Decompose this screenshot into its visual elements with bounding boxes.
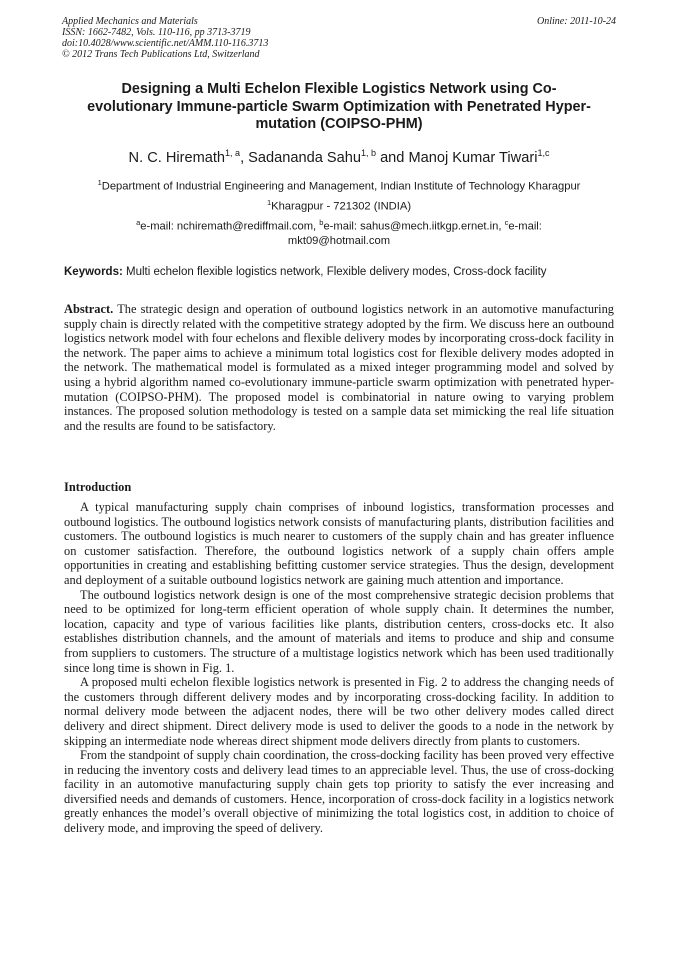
affiliation-sup: 1 [97,178,102,187]
paragraph: From the standpoint of supply chain coordination, the cross-docking facility has been proved very effective in reducing the inventory costs and delivery lead times to an appreciable level. Thus, the use of cross-docking facility in an automotive manufacturing supply chain gets top priority to satisfy the ever increasing and diversified needs and demands of customers. Hence, incorporation of cross-dock facility in a logistics network greatly enhances the model’s overall objective of minimizing the total logistics cost, in addition to choice of delivery mode, and improving the speed of delivery. [64,748,614,836]
email-a: e-mail: nchiremath@rediffmail.com, [140,220,317,233]
copyright-line: © 2012 Trans Tech Publications Ltd, Switzerland [62,49,260,60]
doi-line: doi:10.4028/www.scientific.net/AMM.110-116.3713 [62,38,269,49]
author-name: Sadananda Sahu [248,149,361,166]
abstract [64,302,614,433]
email-b: e-mail: sahus@mech.iitkgp.ernet.in, [323,220,502,233]
author-name: Manoj Kumar Tiwari [408,149,538,166]
keywords [64,266,618,278]
email-c: e-mail: mkt09@hotmail.com [287,220,542,247]
section-heading-introduction: Introduction [64,480,132,494]
author-emails [95,216,583,248]
abstract-label: Abstract. [64,302,114,316]
affiliation-city-text: Kharagpur - 721302 (INDIA) [271,200,412,213]
email-sup: b [319,218,324,227]
affiliation-dept-text: Department of Industrial Engineering and Management, Indian Institute of Technology Kharagpur [101,180,581,193]
online-date: Online: 2011-10-24 [537,16,616,27]
author-conjunction: and [380,149,405,166]
affiliation-department [62,176,616,194]
email-sup: a [136,218,141,227]
author-list: N. C. Hiremath$^{1, a}$, Sadananda Sahu$^{1, b}$ and Manoj Kumar Tiwari$^{1,c}$ [128,148,550,166]
paragraph: A proposed multi echelon flexible logistics network is presented in Fig. 2 to address the changing needs of the customers through different delivery modes and by incorporating cross-docking facility. In addition to normal delivery mode between the adjacent nodes, there will be two other delivery modes called direct delivery and direct shipment. Direct delivery mode is used to deliver the goods to a node in the network by skipping an intermediate node whereas direct shipment mode delivers directly from plants to customers. [64,675,614,748]
journal-header [62,16,616,60]
affiliation-sup: 1 [266,198,272,207]
paragraph: A typical manufacturing supply chain comprises of inbound logistics, transformation processes and outbound logistics. The outbound logistics network consists of manufacturing plants, distribution facilities and customers. The outbound logistics is much nearer to customers of the supply chain and has greater influence on customer satisfaction. Therefore, the outbound logistics network of a supply chain offers ample opportunities in creating and establishing befitting customer service strategies. Thus the design, development and deployment of a suitable outbound logistics network are gaining much attention and importance. [64,500,614,587]
keywords-label: Keywords: [64,266,123,278]
paper-title: Designing a Multi Echelon Flexible Logistics Network using Co-evolutionary Immune-particle Swarm Optimization with Penetrated Hyper-mutation (COIPSO-PHM) [87,81,591,132]
email-sup: c [504,218,509,227]
paragraph: The outbound logistics network design is one of the most comprehensive strategic decision problems that need to be optimized for long-term efficient operation of whole supply chain. It determines the number, location, capacity and type of various facilities like plants, distribution centers, cross-docks etc. It also establishes distribution channels, and the amount of materials and items to produce and ship and consume from suppliers to customers. The structure of a multistage logistics network which has been used traditionally since long time is shown in Fig. 1. [64,587,614,675]
issn-line: ISSN: 1662-7482, Vols. 110-116, pp 3713-3719 [62,27,251,38]
author-affil-sup: 1, b [360,148,376,158]
keywords-text: Multi echelon flexible logistics network, Flexible delivery modes, Cross-dock facility [126,266,547,278]
author-affil-sup: 1,c [537,148,550,158]
author-name: N. C. Hiremath [128,149,226,166]
journal-name: Applied Mechanics and Materials [62,16,198,27]
affiliation-city [62,196,616,214]
author-affil-sup: 1, a [225,148,241,158]
abstract-text: The strategic design and operation of outbound logistics network in an automotive manufacturing supply chain is directly related with the competitive strategy adopted by the firm. We discuss here an outbound logistics network model with four echelons and flexible delivery modes by incorporating cross-dock facility in the network. The paper aims to achieve a minimum total logistics cost for flexible delivery modes adopted in the network. The mathematical model is formulated as a mixed integer programming model and solved by using a hybrid algorithm named co-evolutionary immune-particle swarm optimization with penetrated hyper-mutation (COIPSO-PHM). The proposed model is combinatorial in nature owing to varying problem instances. The proposed solution methodology is tested on a sample data set mimicking the real life situation and the results are found to be satisfactory. [64,302,615,433]
introduction-body [64,500,614,836]
